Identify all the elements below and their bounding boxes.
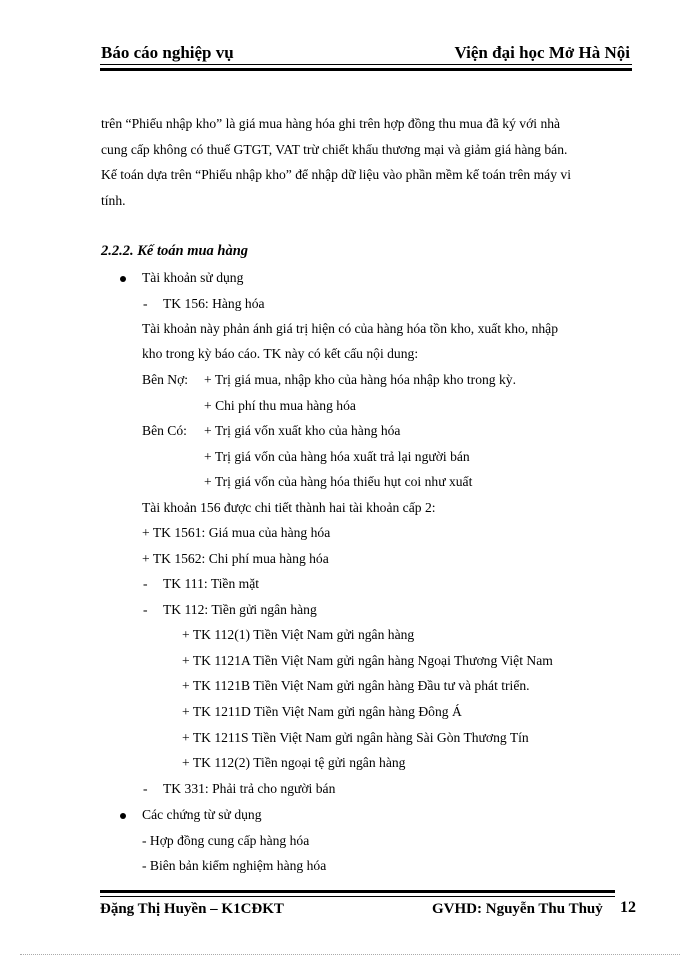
footer-supervisor: GVHD: Nguyễn Thu Thuỷ bbox=[432, 901, 603, 917]
sub-account: + TK 112(1) Tiền Việt Nam gửi ngân hàng bbox=[182, 627, 415, 642]
document-item: - Hợp đồng cung cấp hàng hóa bbox=[142, 833, 310, 848]
paragraph-line: Kế toán dựa trên “Phiếu nhập kho” để nhập dữ liệu vào phần mềm kế toán trên máy vi bbox=[101, 167, 571, 182]
bullet-heading: Tài khoản sử dụng bbox=[142, 270, 244, 285]
dash-marker: - bbox=[143, 602, 148, 617]
credit-label: Bên Có: bbox=[142, 423, 187, 438]
paragraph-line: tính. bbox=[101, 193, 126, 208]
account-label: TK 331: Phải trả cho người bán bbox=[163, 781, 336, 796]
sub-account: + TK 1121A Tiền Việt Nam gửi ngân hàng Ngoại Thương Việt Nam bbox=[182, 653, 553, 668]
bullet-icon bbox=[120, 276, 126, 282]
sub-account: + TK 1562: Chi phí mua hàng hóa bbox=[142, 551, 329, 566]
account-label: TK 156: Hàng hóa bbox=[163, 296, 265, 311]
footer-author: Đặng Thị Huyền – K1CĐKT bbox=[100, 901, 284, 917]
dash-marker: - bbox=[143, 576, 148, 591]
dash-marker: - bbox=[143, 296, 148, 311]
bullet-heading: Các chứng từ sử dụng bbox=[142, 807, 262, 822]
account-label: TK 112: Tiền gửi ngân hàng bbox=[163, 602, 317, 617]
credit-item: + Trị giá vốn của hàng hóa xuất trả lại người bán bbox=[204, 449, 470, 464]
credit-item: + Trị giá vốn xuất kho của hàng hóa bbox=[204, 423, 401, 438]
account-label: TK 111: Tiền mặt bbox=[163, 576, 260, 591]
debit-label: Bên Nợ: bbox=[142, 372, 189, 387]
account-description: kho trong kỳ báo cáo. TK này có kết cấu nội dung: bbox=[142, 346, 419, 361]
sub-account: + TK 1561: Giá mua của hàng hóa bbox=[142, 525, 331, 540]
debit-item: + Chi phí thu mua hàng hóa bbox=[204, 398, 356, 413]
section-title: 2.2.2. Kế toán mua hàng bbox=[101, 243, 249, 259]
sub-account: + TK 112(2) Tiền ngoại tệ gửi ngân hàng bbox=[182, 755, 406, 770]
page-bottom-dotted-line bbox=[20, 954, 680, 955]
paragraph-line: cung cấp không có thuế GTGT, VAT trừ chiết khấu thương mại và giảm giá hàng bán. bbox=[101, 142, 568, 157]
header-left: Báo cáo nghiệp vụ bbox=[101, 43, 234, 62]
page-number: 12 bbox=[620, 899, 636, 916]
dash-marker: - bbox=[143, 781, 148, 796]
header-rule-thin bbox=[100, 64, 632, 65]
header-rule-thick bbox=[100, 68, 632, 71]
footer-rule-thin bbox=[100, 896, 615, 897]
sub-account: + TK 1121B Tiền Việt Nam gửi ngân hàng Đầu tư và phát triển. bbox=[182, 678, 530, 693]
sub-account: + TK 1211D Tiền Việt Nam gửi ngân hàng Đông Á bbox=[182, 704, 462, 719]
paragraph-line: trên “Phiếu nhập kho” là giá mua hàng hóa ghi trên hợp đồng thu mua đã ký với nhà bbox=[101, 116, 561, 131]
debit-item: + Trị giá mua, nhập kho của hàng hóa nhập kho trong kỳ. bbox=[204, 372, 516, 387]
header-right: Viện đại học Mở Hà Nội bbox=[454, 43, 630, 62]
account-description: Tài khoản này phản ánh giá trị hiện có của hàng hóa tồn kho, xuất kho, nhập bbox=[142, 321, 559, 336]
sub-account: + TK 1211S Tiền Việt Nam gửi ngân hàng Sài Gòn Thương Tín bbox=[182, 730, 529, 745]
bullet-icon bbox=[120, 813, 126, 819]
footer-rule-thick bbox=[100, 890, 615, 893]
account-detail: Tài khoản 156 được chi tiết thành hai tài khoản cấp 2: bbox=[142, 500, 436, 515]
credit-item: + Trị giá vốn của hàng hóa thiếu hụt coi như xuất bbox=[204, 474, 473, 489]
document-item: - Biên bản kiểm nghiệm hàng hóa bbox=[142, 858, 327, 873]
